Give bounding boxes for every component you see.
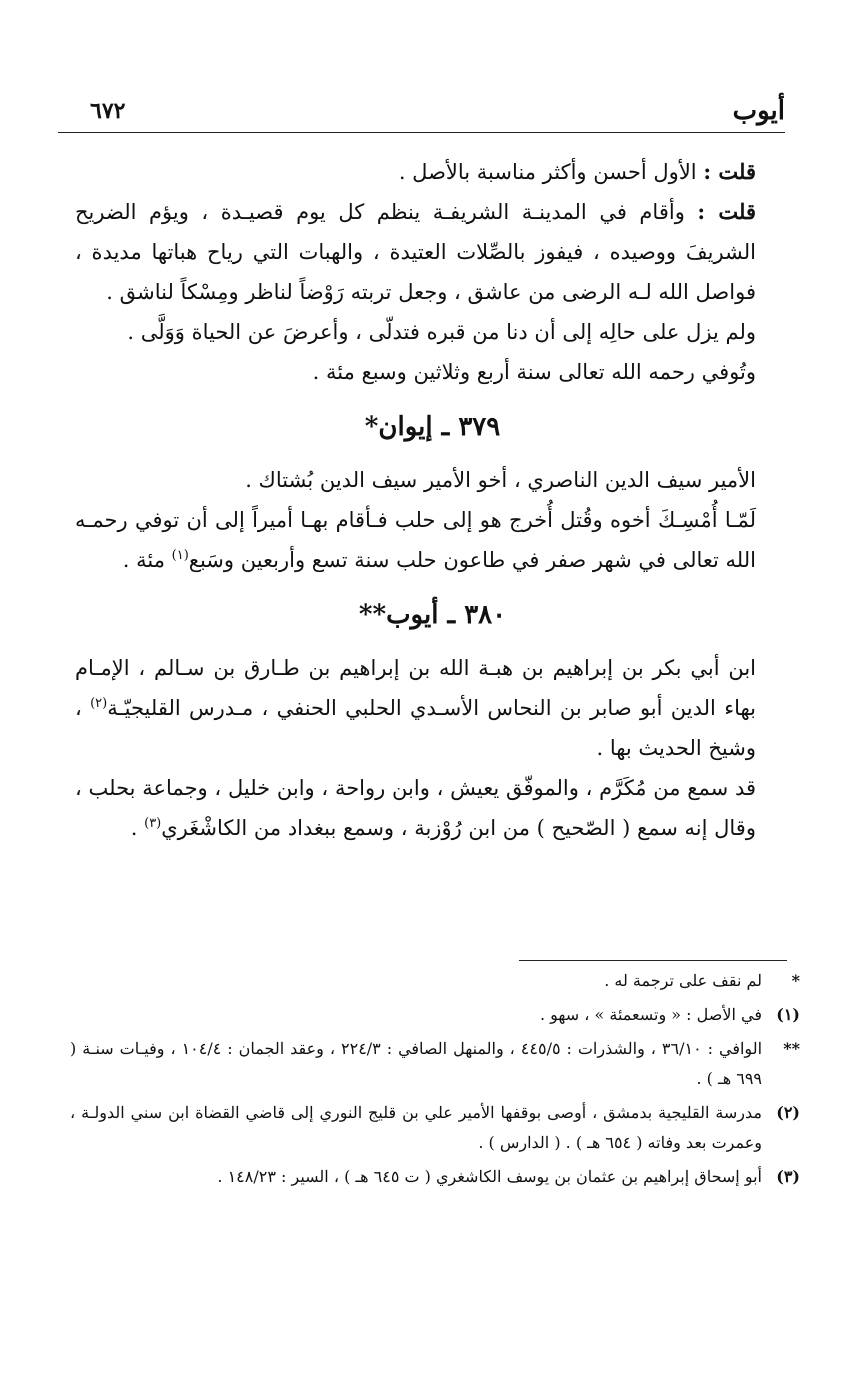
footnote: [70, 1034, 800, 1094]
paragraph: [75, 648, 790, 768]
footnote-text: أبو إسحاق إبراهيم بن عثمان بن يوسف الكاشغري ( ت ٦٤٥ هـ ) ، السير : ١٤٨/٢٣ .: [217, 1167, 762, 1186]
paragraph-text: .: [130, 816, 145, 840]
paragraph: [75, 152, 790, 192]
paragraph-text: ابن أبي بكر بن إبراهيم بن هبـة الله بن إبراهيم بن طـارق بن سـالم ، الإمـام بهاء الدين أبو صابر بن النحاس الأسـدي الحلبي الحنفي ، مـدرس القليجيّـة: [75, 656, 756, 720]
paragraph-text: وأقام في المدينـة الشريفـة ينظم كل يوم قصيـدة ، ويؤم الضريح الشريفَ ووصيده ، فيفوز بالصِّلات العتيدة ، والهبات التي رياح هباتها مديدة ، فواصل الله لـه الرضى من عاشق ، وجعل تربته رَوْضاً لناظر ومِسْكاً لناشق .: [75, 200, 756, 304]
footnote-mark: *: [791, 971, 800, 990]
footnote-mark: (٣): [776, 1167, 800, 1186]
footnote-mark: (١): [776, 1005, 800, 1024]
paragraph: [75, 768, 790, 848]
keyword-qultu: قلت :: [697, 199, 756, 224]
footnote-mark: **: [783, 1039, 800, 1058]
paragraph-text: قد سمع من مُكَرَّم ، والموفّق يعيش ، وابن رواحة ، وابن خليل ، وجماعة بحلب ، وقال إنه سمع ( الصّحيح ) من ابن رُوْزبة ، وسمع ببغداد من الكاشْغَري: [75, 776, 756, 840]
paragraph-text: مئة .: [122, 548, 172, 572]
footnote: [70, 1098, 800, 1158]
paragraph-text: ، وشيخ الحديث بها .: [75, 696, 756, 760]
footnote: [70, 966, 800, 996]
keyword-qultu: قلت :: [703, 159, 756, 184]
paragraph: [75, 500, 790, 580]
running-head: [58, 96, 785, 132]
footnote-text: في الأصل : « وتسعمئة » ، سهو .: [539, 1005, 762, 1024]
footnote-rule: [519, 960, 787, 961]
paragraph-text: الأول أحسن وأكثر مناسبة بالأصل .: [398, 160, 704, 184]
header-rule: [58, 132, 785, 133]
footnotes: [70, 966, 800, 1196]
paragraph: الأمير سيف الدين الناصري ، أخو الأمير سيف الدين بُشتاك .: [245, 468, 756, 492]
running-title: أيوب: [732, 96, 785, 126]
footnote-ref: (١): [171, 548, 189, 563]
entry-heading-380: ٣٨٠ ـ أيوب**: [358, 600, 507, 630]
footnote: [70, 1000, 800, 1030]
paragraph-text: لَمّـا أُمْسِـكَ أخوه وقُتل أُخرج هو إلى حلب فـأقام بهـا أميراً إلى أن توفي رحمـه الله تعالى في شهر صفر في طاعون حلب سنة تسع وأربعين وسَبع: [75, 508, 756, 572]
footnote-text: مدرسة القليجية بدمشق ، أوصى بوقفها الأمير علي بن قليج النوري إلى قاضي القضاة ابن سني الدولـة ، وعمرت بعد وفاته ( ٦٥٤ هـ ) . ( الدارس ) .: [70, 1103, 762, 1152]
footnote-mark: (٢): [776, 1103, 800, 1122]
paragraph: ولم يزل على حالِه إلى أن دنا من قبره فتدلّى ، وأعرضَ عن الحياة وَوَلَّى .: [127, 320, 756, 344]
paragraph: وتُوفي رحمه الله تعالى سنة أربع وثلاثين وسبع مئة .: [312, 360, 756, 384]
footnote-text: الوافي : ٣٦/١٠ ، والشذرات : ٤٤٥/٥ ، والمنهل الصافي : ٢٢٤/٣ ، وعقد الجمان : ١٠٤/٤ ، وفيـات سنـة ( ٦٩٩ هـ ) .: [70, 1039, 763, 1088]
paragraph: [75, 192, 790, 312]
footnote-ref: (٣): [144, 816, 162, 831]
footnote-ref: (٢): [90, 696, 108, 711]
footnote: [70, 1162, 800, 1192]
page-number: ٦٧٢: [90, 98, 126, 124]
footnote-text: لم نقف على ترجمة له .: [604, 971, 762, 990]
main-text: [75, 152, 790, 848]
entry-heading-379: ٣٧٩ ـ إيوان*: [364, 412, 501, 442]
